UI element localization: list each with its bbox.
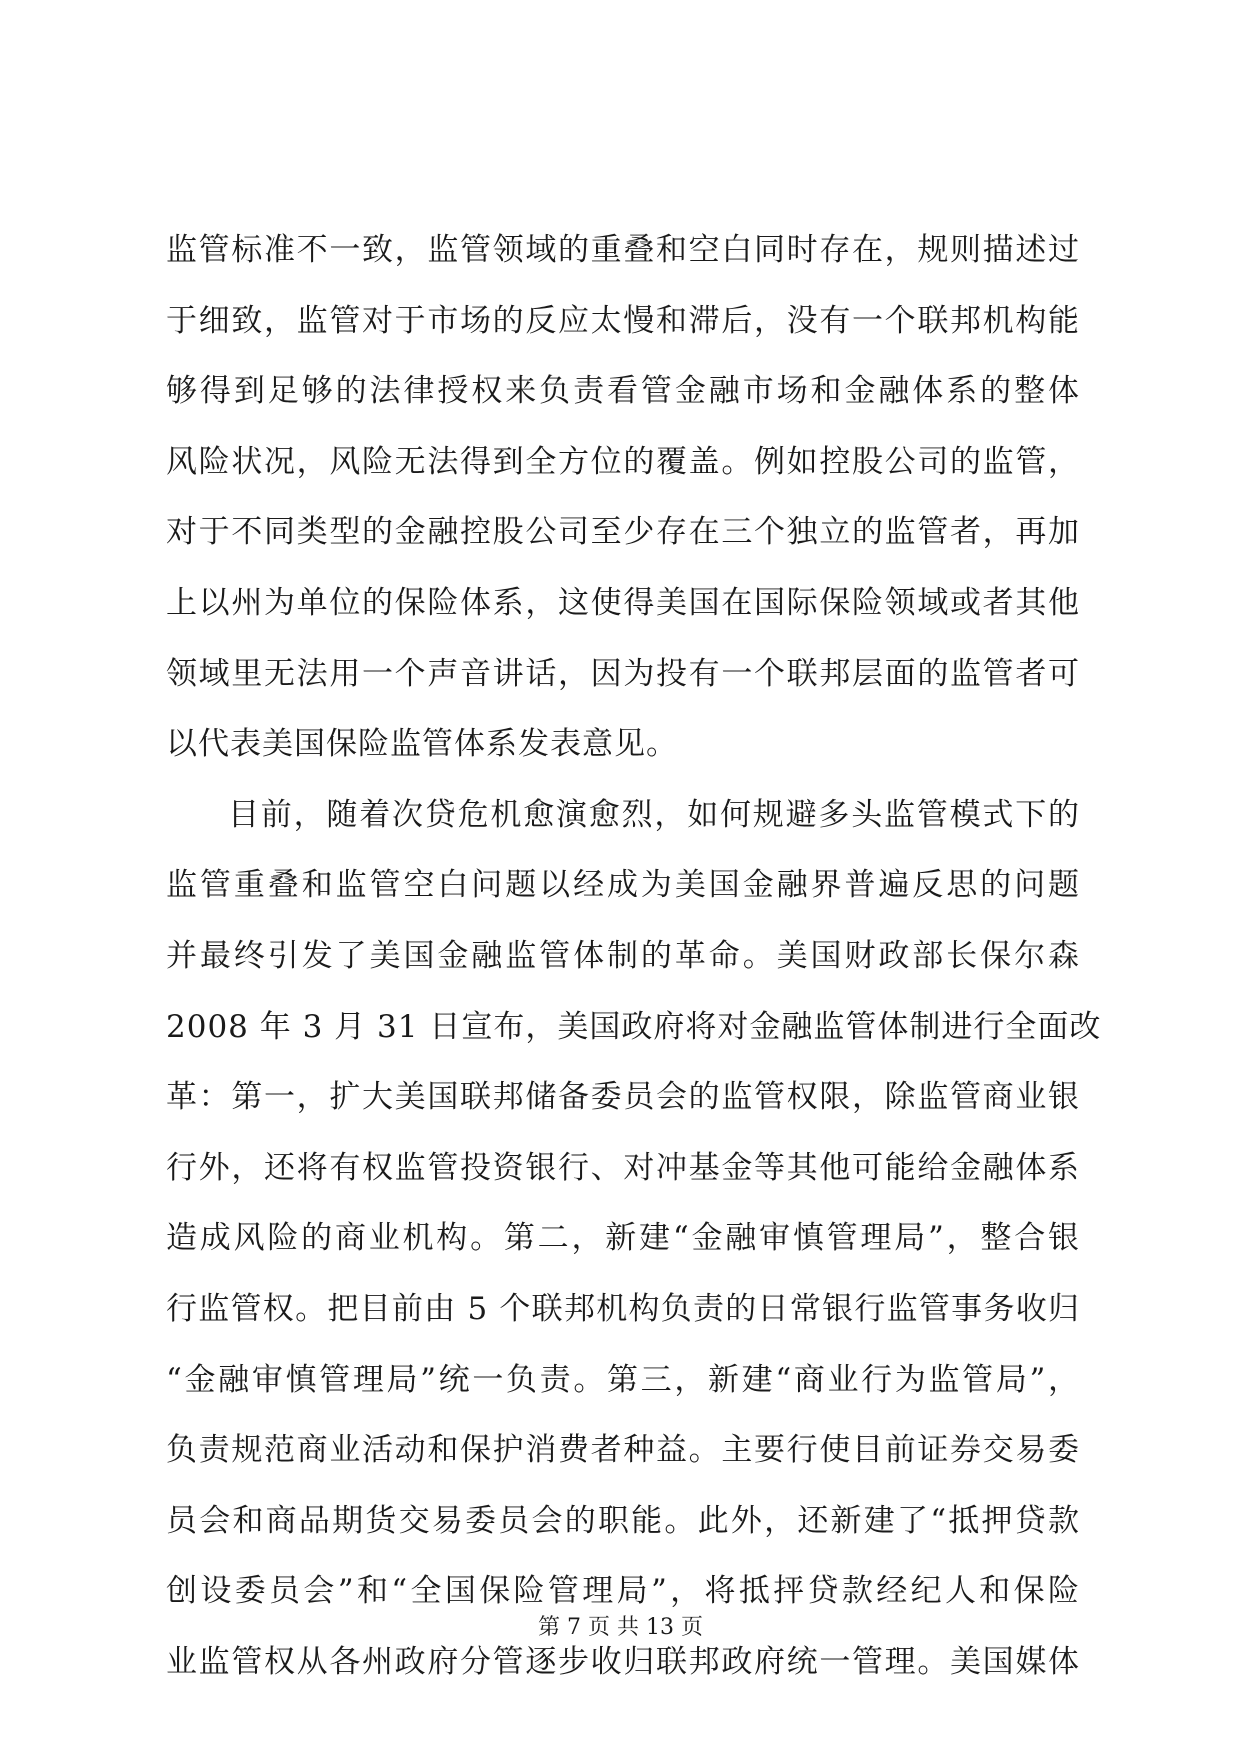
text-line: 负责规范商业活动和保护消费者种益。主要行使目前证券交易委 — [166, 1432, 1080, 1469]
text-line: 以代表美国保险监管体系发表意见。 — [166, 726, 678, 763]
text-line: 并最终引发了美国金融监管体制的革命。美国财政部长保尔森 — [166, 937, 1080, 974]
text-line: 造成风险的商业机构。第二，新建“金融审慎管理局”，整合银 — [166, 1220, 1080, 1257]
text-line: 业监管权从各州政府分管逐步收归联邦政府统一管理。美国媒体 — [166, 1643, 1080, 1680]
body-text — [166, 228, 1102, 1710]
page-footer: 第 7 页 共 13 页 — [538, 1615, 703, 1640]
text-line: 监管标准不一致，监管领域的重叠和空白同时存在，规则描述过 — [166, 232, 1080, 268]
text-line: 员会和商品期货交易委员会的职能。此外，还新建了“抵押贷款 — [166, 1502, 1080, 1539]
paragraph-first-line: 目前，随着次贷危机愈演愈烈，如何规避多头监管模式下的 — [228, 796, 1080, 833]
text-line: 监管重叠和监管空白问题以经成为美国金融界普遍反思的问题 — [166, 867, 1080, 904]
text-line: 2008 年 3 月 31 日宣布，美国政府将对金融监管体制进行全面改 — [166, 1008, 1102, 1045]
text-line: “金融审慎管理局”统一负责。第三，新建“商业行为监管局”， — [166, 1361, 1080, 1398]
text-line: 于细致，监管对于市场的反应太慢和滞后，没有一个联邦机构能 — [166, 302, 1080, 339]
text-line: 领域里无法用一个声音讲话，因为投有一个联邦层面的监管者可 — [166, 655, 1080, 692]
text-line: 够得到足够的法律授权来负责看管金融市场和金融体系的整体 — [166, 373, 1080, 410]
text-line: 行监管权。把目前由 5 个联邦机构负责的日常银行监管事务收归 — [166, 1290, 1080, 1327]
text-line: 革：第一，扩大美国联邦储备委员会的监管权限，除监管商业银 — [166, 1079, 1080, 1116]
text-line: 对于不同类型的金融控股公司至少存在三个独立的监管者，再加 — [166, 514, 1080, 551]
text-line: 创设委员会”和“全国保险管理局”，将抵抨贷款经纪人和保险 — [166, 1573, 1080, 1610]
text-line: 风险状况，风险无法得到全方位的覆盖。例如控股公司的监管， — [166, 443, 1080, 480]
text-line: 行外，还将有权监管投资银行、对冲基金等其他可能给金融体系 — [166, 1149, 1080, 1186]
text-line: 上以州为单位的保险体系，这使得美国在国际保险领域或者其他 — [166, 584, 1080, 621]
